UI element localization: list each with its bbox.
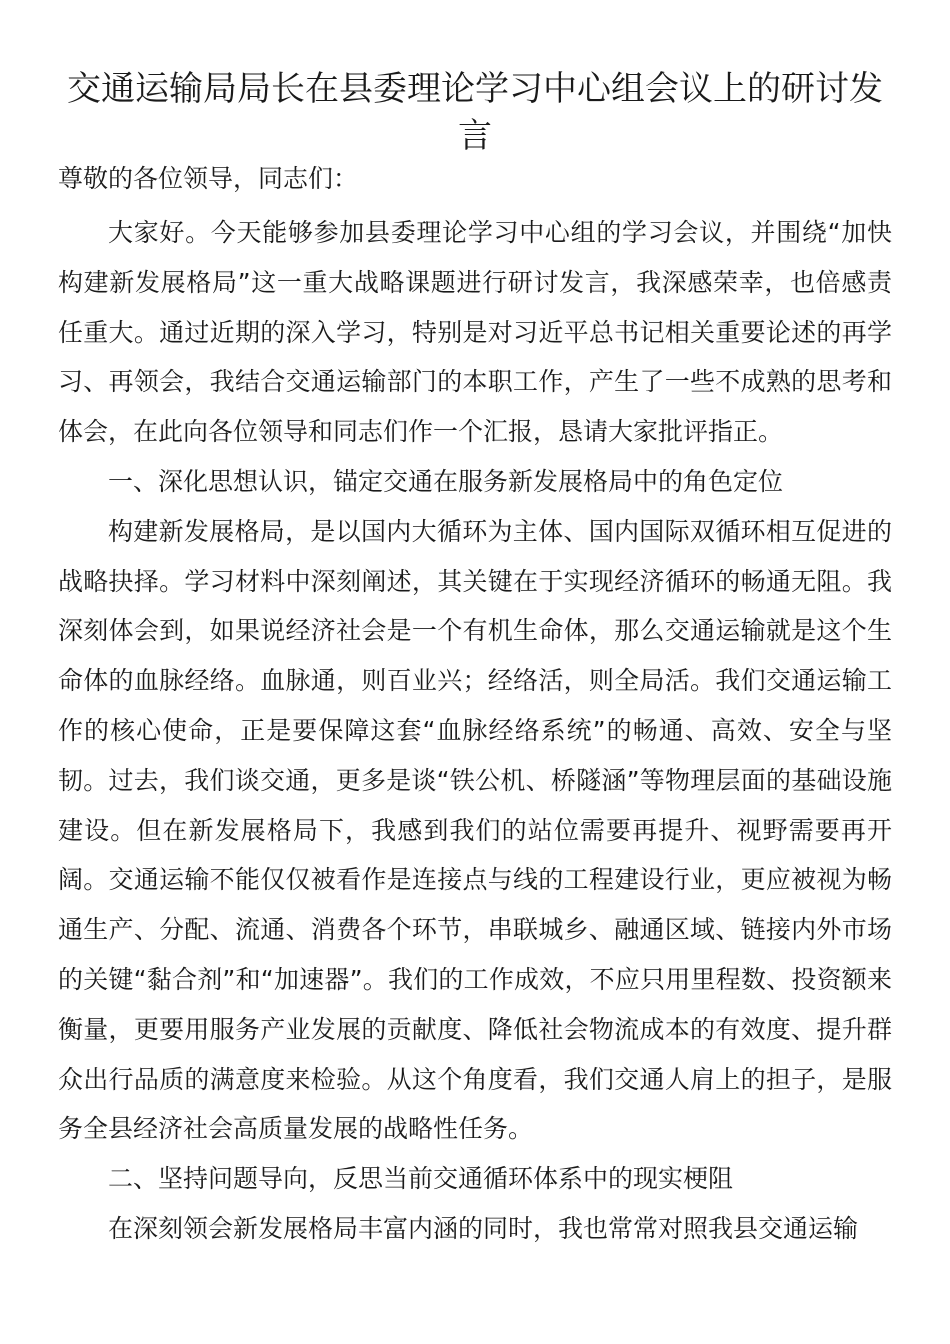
section-1-heading: 一、深化思想认识，锚定交通在服务新发展格局中的角色定位 (108, 466, 784, 496)
intro-paragraph: 大家好。今天能够参加县委理论学习中心组的学习会议，并围绕“加快构建新发展格局”这一重大战略课题进行研讨发言，我深感荣幸，也倍感责任重大。通过近期的深入学习，特别是对习近平总书记相关重要论述的再学习、再领会，我结合交通运输部门的本职工作，产生了一些不成熟的思考和体会，在此向各位领导和同志们作一个汇报，恳请大家批评指正。 (58, 218, 892, 447)
document-title: 交通运输局局长在县委理论学习中心组会议上的研讨发言 (67, 69, 883, 156)
salutation: 尊敬的各位领导，同志们： (58, 164, 359, 193)
section-1-body: 构建新发展格局，是以国内大循环为主体、国内国际双循环相互促进的战略抉择。学习材料中深刻阐述，其关键在于实现经济循环的畅通无阻。我深刻体会到，如果说经济社会是一个有机生命体，那么交通运输就是这个生命体的血脉经络。血脉通，则百业兴；经络活，则全局活。我们交通运输工作的核心使命，正是要保障这套“血脉经络系统”的畅通、高效、安全与坚韧。过去，我们谈交通，更多是谈“铁公机、桥隧涵”等物理层面的基础设施建设。但在新发展格局下，我感到我们的站位需要再提升、视野需要再开阔。交通运输不能仅仅被看作是连接点与线的工程建设行业，更应被视为畅通生产、分配、流通、消费各个环节，串联城乡、融通区域、链接内外市场的关键“黏合剂”和“加速器”。我们的工作成效，不应只用里程数、投资额来衡量，更要用服务产业发展的贡献度、降低社会物流成本的有效度、提升群众出行品质的满意度来检验。从这个角度看，我们交通人肩上的担子，是服务全县经济社会高质量发展的战略性任务。 (58, 516, 892, 1144)
section-2-heading: 二、坚持问题导向，反思当前交通循环体系中的现实梗阻 (108, 1164, 734, 1194)
section-2-body: 在深刻领会新发展格局丰富内涵的同时，我也常常对照我县交通运输 (108, 1213, 859, 1243)
